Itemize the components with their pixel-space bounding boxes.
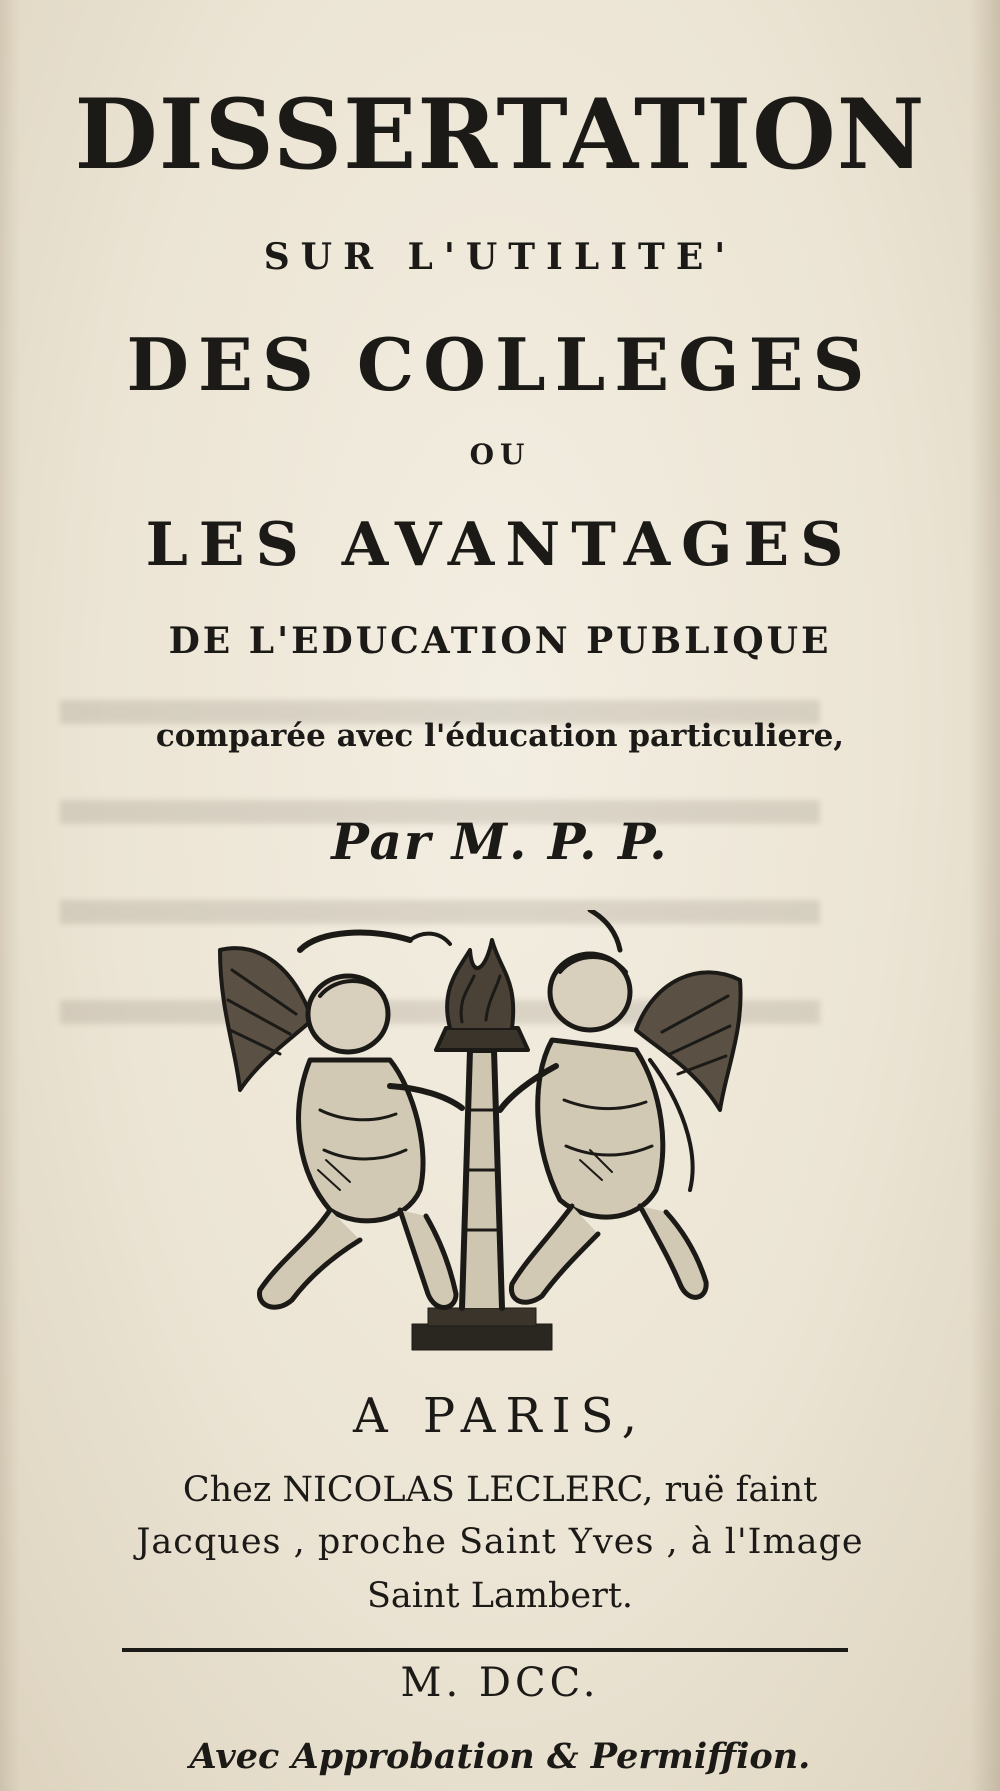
title-line-les-avantages: LES AVANTAGES [145, 510, 855, 580]
imprint-publisher-line-2: Jacques , proche Saint Yves , à l'Image [136, 1522, 864, 1562]
cherubs-woodcut-icon [200, 910, 760, 1358]
imprint-publisher-line-1: Chez NICOLAS LECLERC, ruë faint [182, 1470, 818, 1510]
title-line-dissertation: DISSERTATION [74, 78, 926, 191]
title-line-ou: OU [469, 438, 531, 471]
title-line-sur-utilite: SUR L'UTILITE' [263, 236, 737, 278]
title-line-comparee: comparée avec l'éducation particuliere, [155, 718, 845, 754]
imprint-approval: Avec Approbation & Permiffion. [189, 1736, 811, 1777]
imprint-publisher-line-3: Saint Lambert. [366, 1576, 634, 1616]
title-line-des-colleges: DES COLLEGES [126, 322, 874, 407]
author-line: Par M. P. P. [331, 812, 669, 871]
imprint-city: A PARIS, [352, 1388, 647, 1444]
title-line-education-publique: DE L'EDUCATION PUBLIQUE [168, 620, 832, 662]
horizontal-rule [122, 1648, 848, 1652]
imprint-year: M. DCC. [400, 1660, 600, 1706]
